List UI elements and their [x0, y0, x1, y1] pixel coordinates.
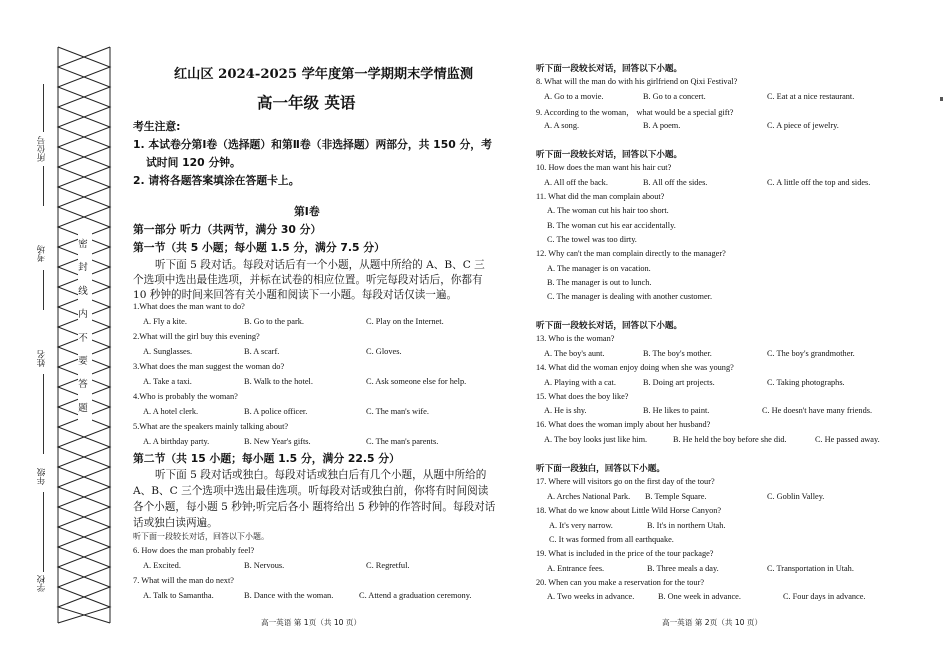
part-1-heading: 第一部分 听力（共两节，满分 30 分） — [133, 223, 322, 236]
q12-option-c: C. The manager is dealing with another customer. — [547, 292, 713, 301]
q10-option-c: C. A little off the top and sides. — [767, 178, 871, 187]
q12-option-a: A. The manager is on vacation. — [547, 264, 651, 273]
q5-option-c: C. The man's parents. — [366, 437, 439, 446]
q4-option-a: A. A hotel clerk. — [143, 407, 199, 416]
scan-speck — [940, 97, 943, 101]
q18-option-b: B. It's in northern Utah. — [647, 521, 726, 530]
listen-instruction-6: 听下面一段较长对话，回答以下小题。 — [133, 532, 269, 541]
question-9: 9. According to the woman， what would be a special gift? — [536, 108, 734, 117]
q4-option-c: C. The man's wife. — [366, 407, 429, 416]
section-1-heading: 第一节（共 5 小题；每小题 1.5 分，满分 7.5 分） — [133, 241, 385, 254]
school-label: 学校 — [37, 575, 47, 592]
q2-option-a: A. Sunglasses. — [143, 347, 193, 356]
question-19: 19. What is included in the price of the tour package? — [536, 549, 714, 558]
question-15: 15. What does the boy like? — [536, 392, 629, 401]
section-2-direction-3: 各个小题，每小题 5 秒钟;听完后各小 题将给出 5 秒钟的作答时间。每段对话 — [133, 501, 496, 513]
section-1-direction-1: 听下面 5 段对话。每段对话后有一个小题，从题中所给的 A、B、C 三 — [155, 259, 485, 271]
q15-option-a: A. He is shy. — [544, 406, 587, 415]
section-1-direction-3: 10 秒钟的时间来回答有关小题和阅读下一小题。每段对话仅读一遍。 — [133, 289, 458, 301]
q16-option-c: C. He passed away. — [815, 435, 880, 444]
q17-option-b: B. Temple Square. — [645, 492, 707, 501]
q13-option-c: C. The boy's grandmother. — [767, 349, 855, 358]
q19-option-a: A. Entrance fees. — [547, 564, 605, 573]
q15-option-b: B. He likes to paint. — [643, 406, 710, 415]
seat-number-line — [43, 84, 44, 132]
q3-option-a: A. Take a taxi. — [143, 377, 192, 386]
q14-option-a: A. Playing with a cat. — [544, 378, 616, 387]
q19-option-b: B. Three meals a day. — [647, 564, 719, 573]
page-1-footer: 高一英语 第 1页（共 10 页） — [261, 618, 362, 627]
exam-room-label: 考场 — [37, 245, 47, 262]
notice-line-2: 2. 请将各题答案填涂在答题卡上。 — [133, 174, 300, 187]
q7-option-c: C. Attend a graduation ceremony. — [359, 591, 472, 600]
q15-option-c: C. He doesn't have many friends. — [762, 406, 873, 415]
q6-option-a: A. Excited. — [143, 561, 181, 570]
q4-option-b: B. A police officer. — [244, 407, 308, 416]
q14-option-c: C. Taking photographs. — [767, 378, 845, 387]
exam-title: 红山区 2024-2025 学年度第一学期期末学情监测 — [174, 67, 474, 82]
q1-option-b: B. Go to the park. — [244, 317, 305, 326]
section-2-direction-2: A、B、C 三个选项中选出最佳选项。听每段对话或独白前，你将有时间阅读 — [133, 485, 489, 497]
q11-option-a: A. The woman cut his hair too short. — [547, 206, 669, 215]
q9-option-a: A. A song. — [544, 121, 580, 130]
q19-option-c: C. Transportation in Utah. — [767, 564, 854, 573]
question-4: 4.Who is probably the woman? — [133, 392, 238, 401]
listen-instruction-17: 听下面一段独白，回答以下小题。 — [536, 464, 665, 474]
page-2-footer: 高一英语 第 2页（共 10 页） — [662, 618, 763, 627]
question-7: 7. What will the man do next? — [133, 576, 235, 585]
section-2-direction-4: 话或独白读两遍。 — [133, 517, 218, 529]
q9-option-c: C. A piece of jewelry. — [767, 121, 839, 130]
q8-option-a: A. Go to a movie. — [544, 92, 604, 101]
question-20: 20. When can you make a reservation for the tour? — [536, 578, 705, 587]
q5-option-b: B. New Year's gifts. — [244, 437, 311, 446]
listen-instruction-10: 听下面一段较长对话，回答以下小题。 — [536, 150, 683, 160]
q11-option-b: B. The woman cut his ear accidentally. — [547, 221, 676, 230]
listen-instruction-13: 听下面一段较长对话，回答以下小题。 — [536, 321, 683, 331]
q9-option-b: B. A poem. — [643, 121, 681, 130]
q2-option-b: B. A scarf. — [244, 347, 280, 356]
notice-heading: 考生注意: — [133, 120, 181, 133]
section-2-heading: 第二节（共 15 小题；每小题 1.5 分，满分 22.5 分） — [133, 452, 400, 465]
grade-label: 年级 — [37, 468, 47, 485]
q7-option-b: B. Dance with the woman. — [244, 591, 334, 600]
name-label: 姓名 — [37, 350, 47, 367]
grade-line — [43, 492, 44, 572]
q6-option-b: B. Nervous. — [244, 561, 285, 570]
question-16: 16. What does the woman imply about her husband? — [536, 420, 711, 429]
q3-option-c: C. Ask someone else for help. — [366, 377, 467, 386]
q17-option-c: C. Goblin Valley. — [767, 492, 825, 501]
q20-option-a: A. Two weeks in advance. — [547, 592, 635, 601]
notice-line-1a: 1. 本试卷分第Ⅰ卷（选择题）和第Ⅱ卷（非选择题）两部分，共 150 分，考 — [133, 138, 492, 151]
q13-option-b: B. The boy's mother. — [643, 349, 712, 358]
q13-option-a: A. The boy's aunt. — [544, 349, 605, 358]
q6-option-c: C. Regretful. — [366, 561, 410, 570]
question-2: 2.What will the girl buy this evening? — [133, 332, 260, 341]
q12-option-b: B. The manager is out to lunch. — [547, 278, 652, 287]
seat-number-line-2 — [43, 166, 44, 206]
section-2-direction-1: 听下面 5 段对话或独白。每段对话或独白后有几个小题，从题中所给的 — [155, 469, 487, 481]
question-1: 1.What does the man want to do? — [133, 302, 245, 311]
q1-option-a: A. Fly a kite. — [143, 317, 187, 326]
q20-option-b: B. One week in advance. — [658, 592, 741, 601]
q17-option-a: A. Arches National Park. — [547, 492, 631, 501]
section-1-direction-2: 个选项中选出最佳选项，并标在试卷的相应位置。听完每段对话后，你都有 — [133, 274, 483, 286]
q18-option-a: A. It's very narrow. — [549, 521, 613, 530]
question-12: 12. Why can't the man complain directly to the manager? — [536, 249, 726, 258]
q14-option-b: B. Doing art projects. — [643, 378, 715, 387]
volume-heading: 第Ⅰ卷 — [294, 205, 320, 218]
exam-subtitle: 高一年级 英语 — [257, 93, 356, 112]
question-11: 11. What did the man complain about? — [536, 192, 665, 201]
q18-option-c: C. It was formed from all earthquake. — [549, 535, 674, 544]
q5-option-a: A. A birthday party. — [143, 437, 210, 446]
question-3: 3.What does the man suggest the woman do? — [133, 362, 285, 371]
exam-room-line — [43, 270, 44, 310]
question-17: 17. Where will visitors go on the first day of the tour? — [536, 477, 715, 486]
listen-instruction-8: 听下面一段较长对话，回答以下小题。 — [536, 64, 683, 74]
q16-option-a: A. The boy looks just like him. — [544, 435, 648, 444]
name-line — [43, 374, 44, 454]
q10-option-a: A. All off the back. — [544, 178, 608, 187]
q8-option-b: B. Go to a concert. — [643, 92, 706, 101]
q3-option-b: B. Walk to the hotel. — [244, 377, 313, 386]
q10-option-b: B. All off the sides. — [643, 178, 708, 187]
q11-option-c: C. The towel was too dirty. — [547, 235, 637, 244]
q16-option-b: B. He held the boy before she did. — [673, 435, 787, 444]
question-6: 6. How does the man probably feel? — [133, 546, 255, 555]
seal-warning: 密封线内不要答题 — [78, 239, 88, 414]
q8-option-c: C. Eat at a nice restaurant. — [767, 92, 855, 101]
question-13: 13. Who is the woman? — [536, 334, 615, 343]
q1-option-c: C. Play on the Internet. — [366, 317, 444, 326]
q7-option-a: A. Talk to Samantha. — [143, 591, 214, 600]
q20-option-c: C. Four days in advance. — [783, 592, 866, 601]
question-14: 14. What did the woman enjoy doing when she was young? — [536, 363, 734, 372]
question-18: 18. What do we know about Little Wild Horse Canyon? — [536, 506, 722, 515]
seat-number-label: 所位号 — [37, 136, 47, 162]
q2-option-c: C. Gloves. — [366, 347, 402, 356]
question-10: 10. How does the man want his hair cut? — [536, 163, 672, 172]
notice-line-1b: 试时间 120 分钟。 — [146, 156, 241, 169]
question-5: 5.What are the speakers mainly talking about? — [133, 422, 289, 431]
question-8: 8. What will the man do with his girlfriend on Qixi Festival? — [536, 77, 738, 86]
